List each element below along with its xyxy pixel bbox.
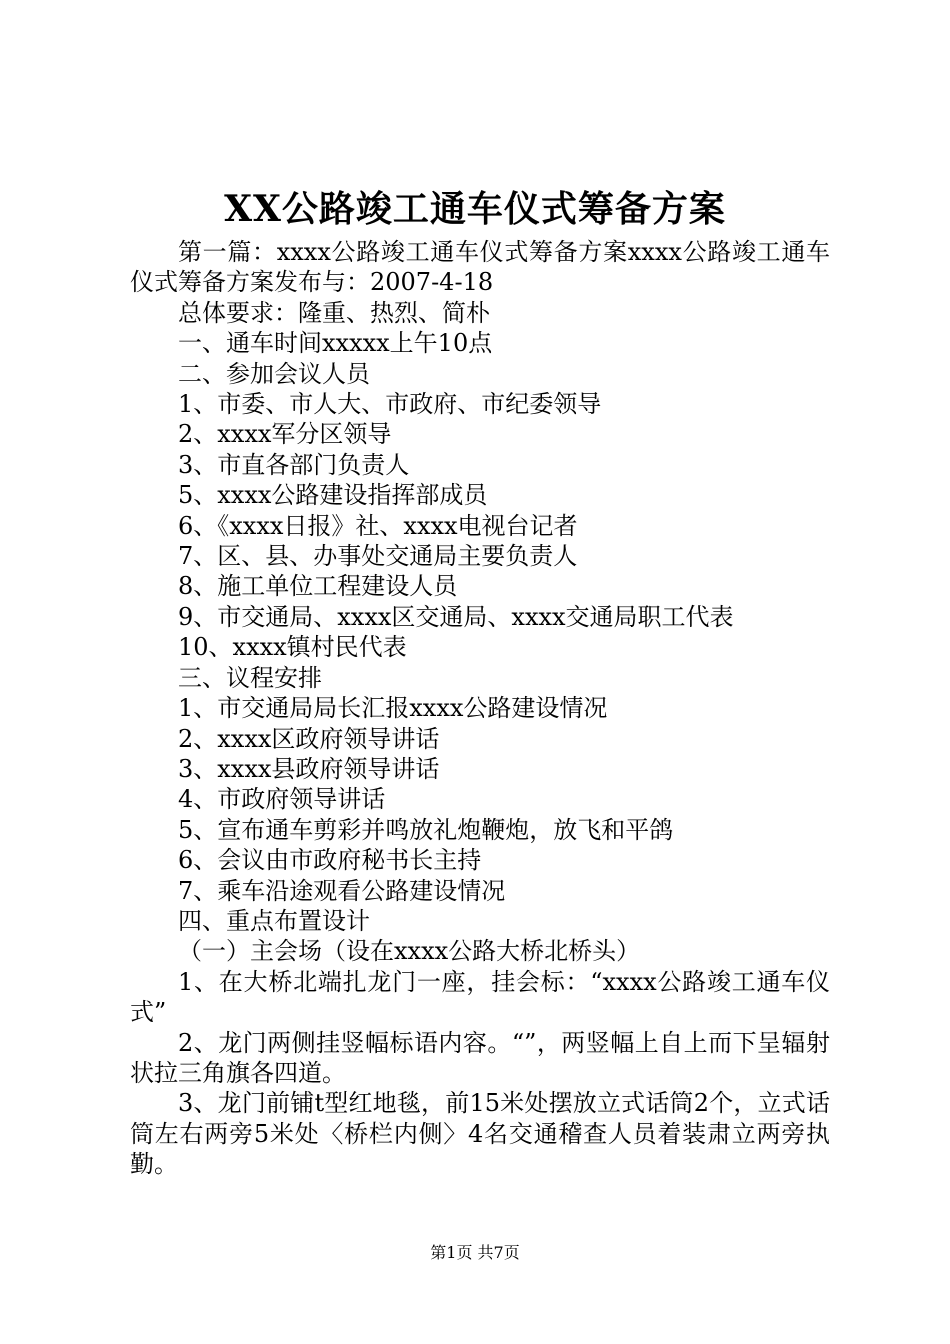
page-footer: 第1页 共7页	[430, 1243, 520, 1262]
list-item: 1、市委、市人大、市政府、市纪委领导	[178, 390, 602, 419]
list-item: 5、xxxx公路建设指挥部成员	[178, 481, 488, 510]
list-item: 9、市交通局、xxxx区交通局、xxxx交通局职工代表	[178, 602, 734, 631]
list-item: 3、xxxx县政府领导讲话	[178, 754, 440, 783]
list-item: 5、宣布通车剪彩并鸣放礼炮鞭炮，放飞和平鸽	[178, 815, 674, 844]
list-item: 10、xxxx镇村民代表	[178, 633, 407, 662]
document-title: XX公路竣工通车仪式筹备方案	[224, 188, 726, 230]
list-item: 2、xxxx区政府领导讲话	[178, 724, 440, 753]
paragraph-requirements: 总体要求：隆重、热烈、简朴	[178, 298, 490, 327]
list-item: 1、在大桥北端扎龙门一座，挂会标：“xxxx公路竣工通车仪式”	[130, 967, 830, 1027]
list-item: 6、《xxxx日报》社、xxxx电视台记者	[178, 511, 578, 540]
list-item: 1、市交通局局长汇报xxxx公路建设情况	[178, 694, 608, 723]
section-layout-design: 四、重点布置设计	[178, 906, 370, 935]
list-item: 4、市政府领导讲话	[178, 785, 386, 814]
list-item: 2、龙门两侧挂竖幅标语内容。“”，两竖幅上自上而下呈辐射状拉三角旗各四道。	[130, 1028, 830, 1087]
list-item: 7、乘车沿途观看公路建设情况	[178, 876, 506, 905]
subsection-main-venue: （一）主会场（设在xxxx公路大桥北桥头）	[178, 937, 641, 966]
section-agenda: 三、议程安排	[178, 663, 322, 692]
section-time: 一、通车时间xxxxx上午10点	[178, 329, 493, 358]
list-item: 2、xxxx军分区领导	[178, 420, 392, 449]
list-item: 3、市直各部门负责人	[178, 450, 410, 479]
section-attendees: 二、参加会议人员	[178, 359, 370, 388]
list-item: 7、区、县、办事处交通局主要负责人	[178, 542, 578, 571]
document-body	[130, 237, 830, 1180]
list-item: 8、施工单位工程建设人员	[178, 572, 458, 601]
paragraph-intro: 第一篇：xxxx公路竣工通车仪式筹备方案xxxx公路竣工通车仪式筹备方案发布与：2007-4-18	[130, 238, 830, 297]
list-item: 6、会议由市政府秘书长主持	[178, 846, 482, 875]
list-item: 3、龙门前铺t型红地毯，前15米处摆放立式话筒2个，立式话筒左右两旁5米处〈桥栏内侧〉4名交通稽查人员着装肃立两旁执勤。	[130, 1089, 830, 1179]
